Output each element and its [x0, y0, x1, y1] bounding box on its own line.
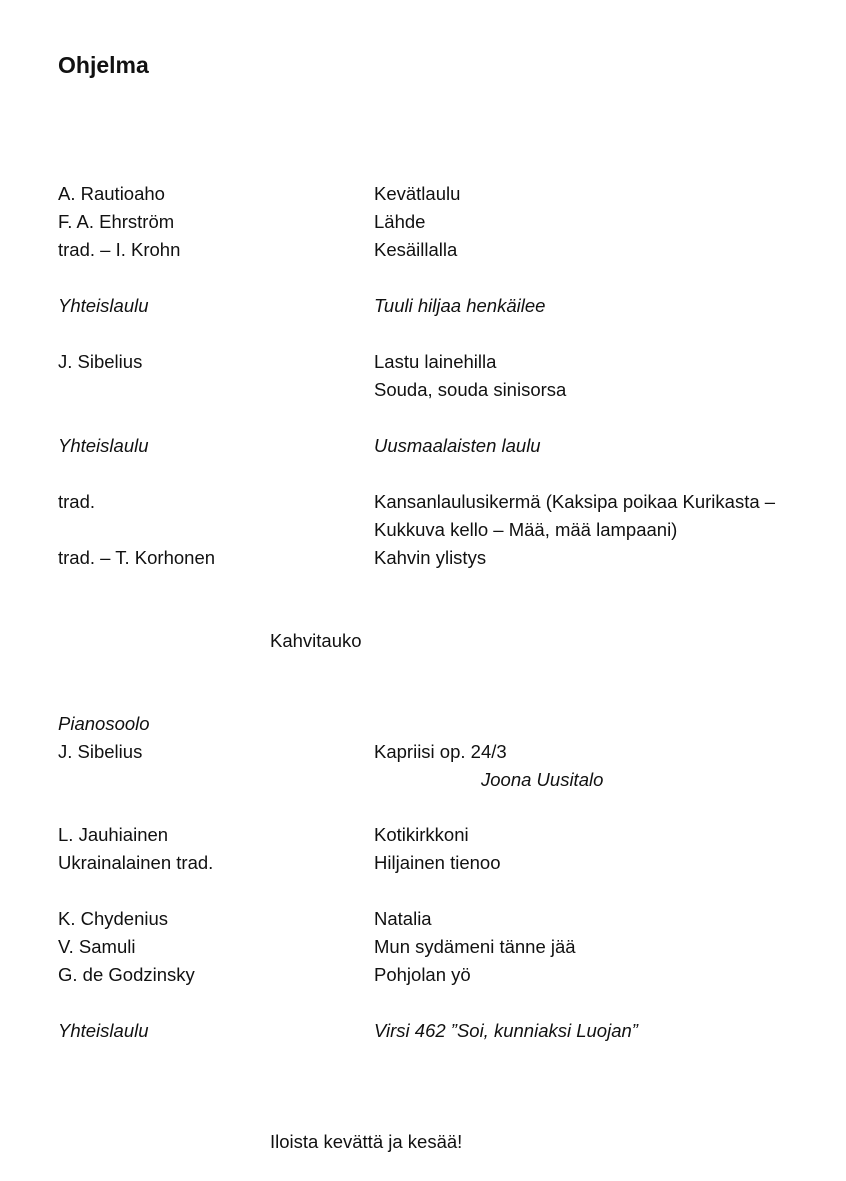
- piano-solo-label: Pianosoolo: [58, 713, 150, 734]
- composer: V. Samuli: [58, 936, 136, 957]
- singalong-song: Uusmaalaisten laulu: [374, 435, 541, 456]
- singalong-label: Yhteislaulu: [58, 295, 149, 316]
- composer: A. Rautioaho: [58, 183, 165, 204]
- closing-greeting: Iloista kevättä ja kesää!: [270, 1131, 463, 1152]
- composer: K. Chydenius: [58, 908, 169, 929]
- composer: G. de Godzinsky: [58, 964, 195, 985]
- singalong-label: Yhteislaulu: [58, 1020, 149, 1041]
- work-title: Kevätlaulu: [374, 183, 461, 204]
- composer: L. Jauhiainen: [58, 824, 169, 845]
- work-title: Kahvin ylistys: [374, 547, 487, 568]
- performer-name: Joona Uusitalo: [481, 769, 604, 790]
- work-title: Souda, souda sinisorsa: [374, 379, 567, 400]
- work-title: Kotikirkkoni: [374, 824, 469, 845]
- work-title: Kapriisi op. 24/3: [374, 741, 507, 762]
- work-title: Kansanlaulusikermä (Kaksipa poikaa Kurikasta –: [374, 491, 776, 512]
- singalong-song: Tuuli hiljaa henkäilee: [374, 295, 546, 316]
- composer: F. A. Ehrström: [58, 211, 175, 232]
- intermission-label: Kahvitauko: [270, 630, 362, 651]
- composer: Ukrainalainen trad.: [58, 852, 214, 873]
- work-title: Kesäillalla: [374, 239, 458, 260]
- singalong-song: Virsi 462 ”Soi, kunniaksi Luojan”: [374, 1020, 638, 1041]
- work-title: Natalia: [374, 908, 432, 929]
- work-title: Pohjolan yö: [374, 964, 471, 985]
- composer: J. Sibelius: [58, 351, 143, 372]
- page-title: Ohjelma: [58, 52, 149, 78]
- work-title: Hiljainen tienoo: [374, 852, 501, 873]
- singalong-label: Yhteislaulu: [58, 435, 149, 456]
- composer: trad.: [58, 491, 96, 512]
- composer: trad. – I. Krohn: [58, 239, 181, 260]
- work-title-continued: Kukkuva kello – Mää, mää lampaani): [374, 519, 678, 540]
- work-title: Lastu lainehilla: [374, 351, 497, 372]
- work-title: Mun sydämeni tänne jää: [374, 936, 576, 957]
- composer: J. Sibelius: [58, 741, 143, 762]
- composer: trad. – T. Korhonen: [58, 547, 216, 568]
- work-title: Lähde: [374, 211, 426, 232]
